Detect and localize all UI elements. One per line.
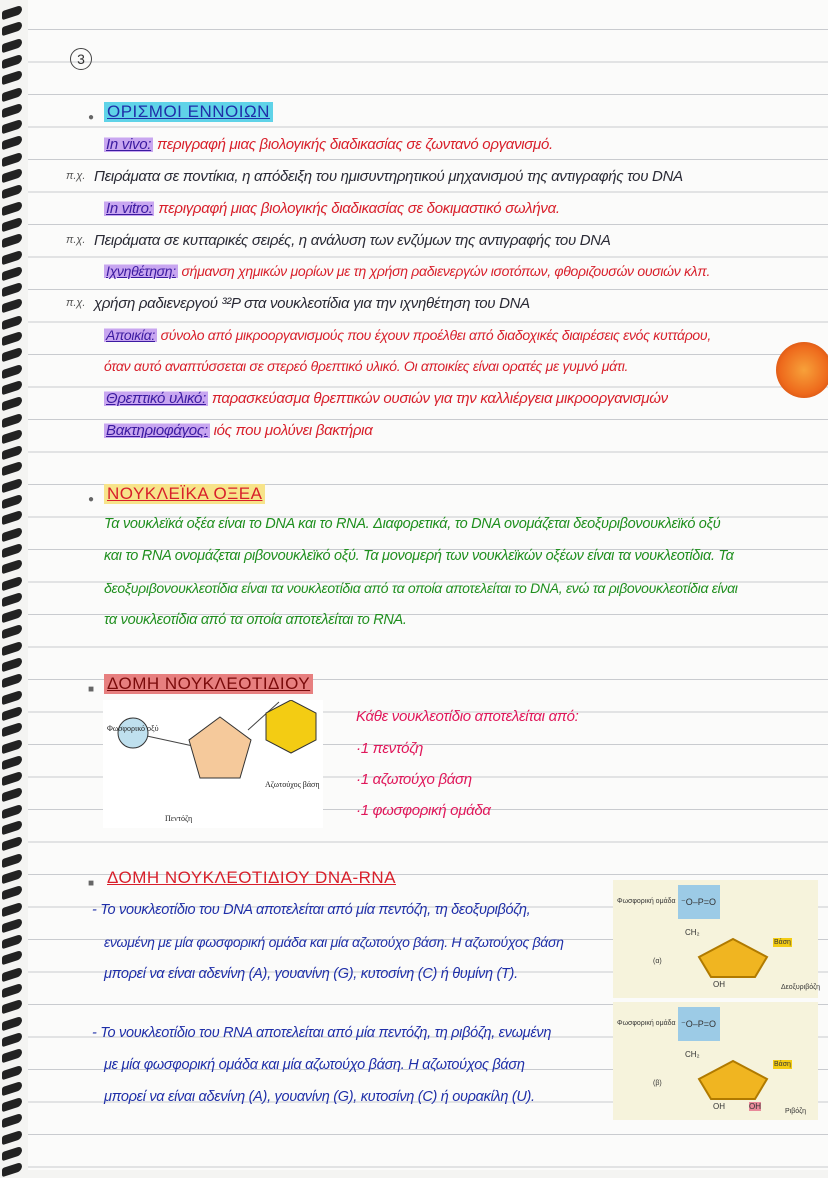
spiral-ring [2,151,22,166]
ch2-label: CH₂ [685,1050,700,1059]
example-in-vitro: Πειράματα σε κυτταρικές σειρές, η ανάλυση των ενζύμων της αντιγραφής του DNA [94,232,611,249]
spiral-ring [2,820,22,835]
definition-text: ιός που μολύνει βακτήρια [213,422,373,439]
spiral-ring [2,1064,22,1079]
definition-in-vitro [104,200,560,217]
spiral-ring [2,771,22,786]
spiral-ring [2,298,22,313]
dna-line: - Το νουκλεοτίδιο του DNA αποτελείται από μία πεντόζη, τη δεοξυριβόζη, [92,902,531,918]
dna-rna-heading: ΔΟΜΗ ΝΟΥΚΛΕΟΤΙΔΙΟΥ DNA-RNA [107,868,396,887]
bullet-icon: ■ [88,684,95,695]
spiral-ring [2,217,22,232]
term: Ιχνηθέτηση: [106,263,176,279]
spiral-ring [2,1113,22,1128]
spiral-ring [2,950,22,965]
example-prefix: π.χ. [66,297,86,309]
phosphate-circle [118,718,148,748]
spiral-ring [2,282,22,297]
spiral-ring [2,673,22,688]
example-in-vivo: Πειράματα σε ποντίκια, η απόδειξη του ημισυντηρητικού μηχανισμού της αντιγραφής του DNA [94,168,683,185]
spiral-binding [0,0,30,1170]
definition-bacteriophage [104,422,372,439]
spiral-ring [2,380,22,395]
spiral-ring [2,21,22,36]
rna-line: - Το νουκλεοτίδιο του RNA αποτελείται από μία πεντόζη, τη ριβόζη, ενωμένη [92,1025,552,1041]
spiral-ring [2,233,22,248]
nucleic-acids-line: Τα νουκλεϊκά οξέα είναι το DNA και το RNA. Διαφορετικά, το DNA ονομάζεται δεοξυριβονουκλεϊκό οξύ [104,516,721,532]
spiral-ring [2,477,22,492]
spiral-ring [2,657,22,672]
spiral-ring [2,461,22,476]
spiral-ring [2,1097,22,1112]
spiral-ring [2,314,22,329]
spiral-ring [2,592,22,607]
spiral-ring [2,934,22,949]
spiral-ring [2,640,22,655]
spiral-ring [2,86,22,101]
deoxyribonucleotide-figure [613,880,818,998]
spiral-ring [2,918,22,933]
spiral-ring [2,885,22,900]
oh-2-label: OH [749,1102,761,1111]
phosphate-label: Φωσφορικό οξύ [107,724,159,733]
spiral-ring [2,37,22,52]
bacterial-colony-image [776,342,828,398]
term: Θρεπτικό υλικό: [106,390,206,407]
nucleotide-structure-heading: ΔΟΜΗ ΝΟΥΚΛΕΟΤΙΔΙΟΥ [104,674,313,694]
ribonucleotide-figure [613,1002,818,1120]
phosphate-group-label: Φωσφορική ομάδα [617,1020,676,1027]
spiral-ring [2,70,22,85]
component-item: ·1 πεντόζη [356,740,424,757]
spiral-ring [2,510,22,525]
spiral-ring [2,689,22,704]
base-label: Αζωτούχος βάση [265,780,320,789]
phosphate-formula: ⁻O–P=O [681,1019,717,1029]
spiral-ring [2,559,22,574]
sugar-ring-icon [693,1057,773,1102]
spiral-ring [2,1048,22,1063]
oh-label: OH [713,1102,725,1111]
phosphate-formula: ⁻O–P=O [681,897,717,907]
bullet-icon: ● [88,494,95,505]
spiral-ring [2,608,22,623]
spiral-ring [2,266,22,281]
definition-text: σήμανση χημικών μορίων με τη χρήση ραδιενεργών ισοτόπων, φθοριζουσών ουσιών κλπ. [181,263,711,279]
spiral-ring [2,331,22,346]
nucleic-acids-line: δεοξυριβονουκλεοτίδια είναι τα νουκλεοτίδια από τα οποία αποτελείται το DNA, ενώ τα ριβονουκλεοτίδια είναι [104,580,738,596]
component-item: ·1 φωσφορική ομάδα [356,802,491,819]
component-item: ·1 αζωτούχο βάση [356,771,472,788]
definitions-heading: ΟΡΙΣΜΟΙ ΕΝΝΟΙΩΝ [104,102,273,122]
bullet-icon: ■ [88,878,95,889]
definition-text: σύνολο από μικροοργανισμούς που έχουν προέλθει από διαδοχικές διαιρέσεις ενός κυττάρου, [160,327,711,343]
panel-label: (β) [653,1080,662,1087]
example-tracing: χρήση ραδιενεργού ³²P στα νουκλεοτίδια για την ιχνηθέτηση του DNA [94,295,530,312]
ch2-label: CH₂ [685,928,700,937]
base-hexagon [266,700,316,753]
spiral-ring [2,624,22,639]
spiral-ring [2,999,22,1014]
spiral-ring [2,103,22,118]
example-prefix: π.χ. [66,234,86,246]
spiral-ring [2,135,22,150]
spiral-ring [2,738,22,753]
spiral-ring [2,722,22,737]
spiral-ring [2,869,22,884]
spiral-ring [2,543,22,558]
ribose-label: Ριβόζη [785,1108,806,1115]
term: Αποικία: [106,327,155,343]
spiral-ring [2,1081,22,1096]
components-intro: Κάθε νουκλεοτίδιο αποτελείται από: [356,708,579,725]
spiral-ring [2,54,22,69]
spiral-ring [2,787,22,802]
spiral-ring [2,494,22,509]
spiral-ring [2,966,22,981]
spiral-ring [2,755,22,770]
spiral-ring [2,901,22,916]
oh-label: OH [713,980,725,989]
definition-in-vivo [104,136,553,153]
rna-line: με μία φωσφορική ομάδα και μία αζωτούχο βάση. Η αζωτούχος βάση [104,1057,525,1073]
spiral-ring [2,706,22,721]
spiral-ring [2,168,22,183]
spiral-ring [2,445,22,460]
sugar-label: Πεντόζη [165,814,193,823]
dna-line: μπορεί να είναι αδενίνη (A), γουανίνη (G), κυτοσίνη (C) ή θυμίνη (T). [104,966,518,982]
spiral-ring [2,1146,22,1161]
spiral-ring [2,200,22,215]
bullet-icon: ● [88,112,95,123]
page-number: 3 [70,48,92,70]
spiral-ring [2,347,22,362]
phosphate-group-label: Φωσφορική ομάδα [617,898,676,905]
definition-colony-cont: όταν αυτό αναπτύσσεται σε στερεό θρεπτικό υλικό. Οι αποικίες είναι ορατές με γυμνό μάτι. [104,358,629,374]
deoxyribose-label: Δεοξυριβόζη [781,984,820,991]
spiral-ring [2,1129,22,1144]
nucleotide-diagram [103,700,323,828]
spiral-ring [2,1015,22,1030]
definition-tracing [104,263,710,279]
spiral-ring [2,412,22,427]
pentose-pentagon [189,717,251,778]
spiral-ring [2,836,22,851]
spiral-ring [2,5,22,20]
base-tag: Βάση [774,939,791,946]
base-tag: Βάση [774,1061,791,1068]
spiral-ring [2,396,22,411]
spiral-ring [2,983,22,998]
term: In vitro: [106,200,153,217]
dna-line: ενωμένη με μία φωσφορική ομάδα και μία αζωτούχο βάση. Η αζωτούχος βάση [104,934,564,950]
sugar-ring-icon [693,935,773,980]
spiral-ring [2,119,22,134]
spiral-ring [2,803,22,818]
spiral-ring [2,526,22,541]
spiral-ring [2,852,22,867]
panel-label: (α) [653,958,662,965]
spiral-ring [2,249,22,264]
term: Βακτηριοφάγος: [106,422,208,439]
nucleic-acids-line: τα νουκλεοτίδια από τα οποία αποτελείται το RNA. [104,612,407,628]
spiral-ring [2,1032,22,1047]
rna-line: μπορεί να είναι αδενίνη (A), γουανίνη (G), κυτοσίνη (C) ή ουρακίλη (U). [104,1089,535,1105]
nucleic-acids-heading: ΝΟΥΚΛΕΪΚΑ ΟΞΕΑ [104,484,265,504]
example-prefix: π.χ. [66,170,86,182]
spiral-ring [2,429,22,444]
definition-colony [104,327,711,343]
spiral-ring [2,575,22,590]
term: In vivo: [106,136,152,153]
definition-text: περιγραφή μιας βιολογικής διαδικασίας σε δοκιμαστικό σωλήνα. [158,200,560,217]
definition-text: περιγραφή μιας βιολογικής διαδικασίας σε ζωντανό οργανισμό. [157,136,553,153]
definition-medium [104,390,668,407]
spiral-ring [2,363,22,378]
definition-text: παρασκεύασμα θρεπτικών ουσιών για την καλλιέργεια μικροοργανισμών [211,390,668,407]
spiral-ring [2,184,22,199]
nucleotide-shapes [103,700,323,828]
nucleic-acids-line: και το RNA ονομάζεται ριβονουκλεϊκό οξύ. Τα μονομερή των νουκλεϊκών οξέων είναι τα νουκλεοτίδια. Τα [104,548,734,564]
